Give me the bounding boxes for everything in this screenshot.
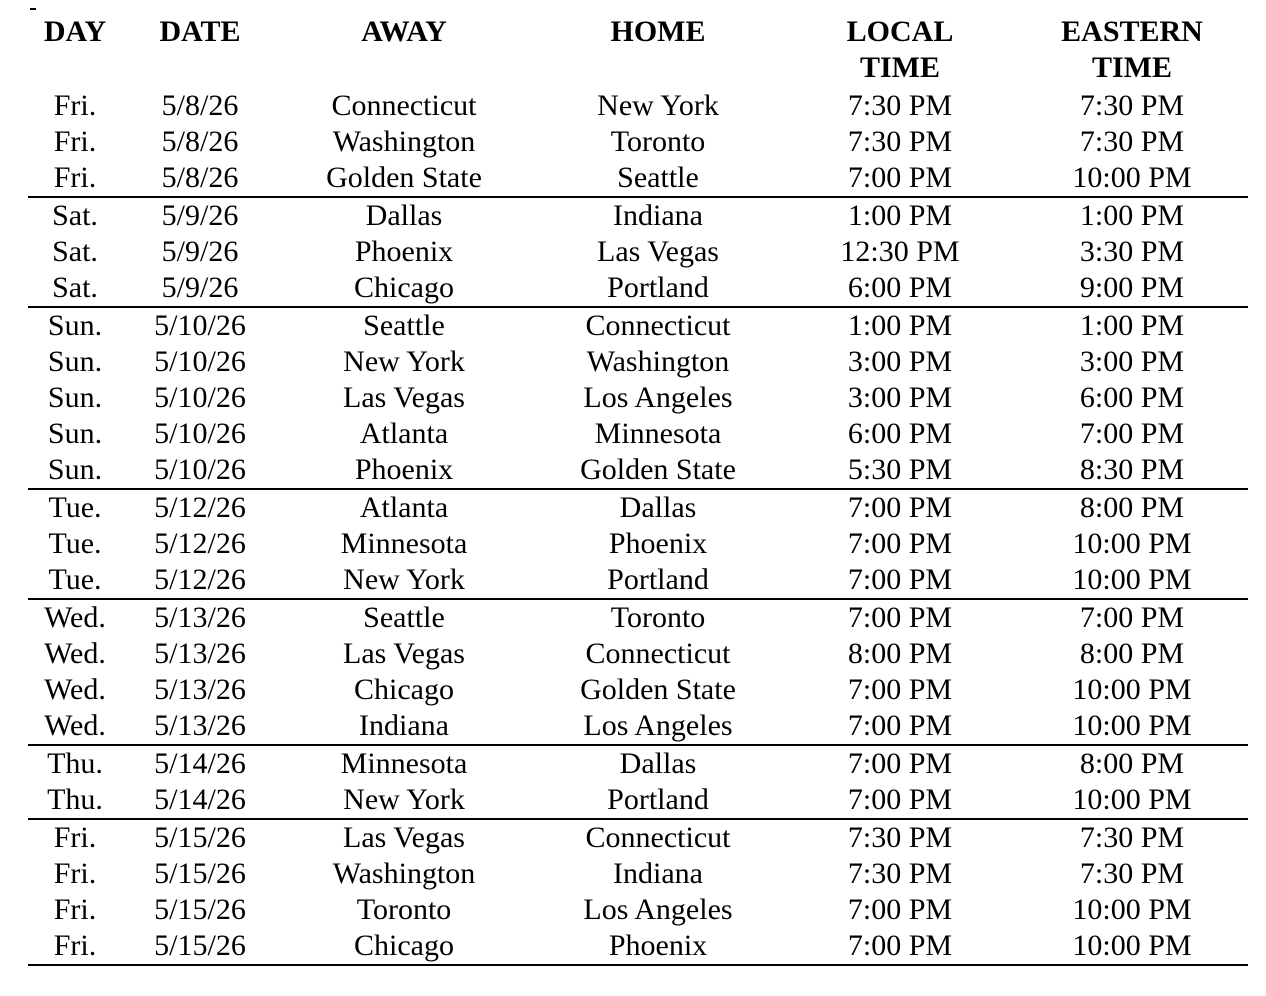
home-team-cell: Dallas [619, 747, 697, 780]
table-row [28, 198, 1248, 234]
away-team-cell: Seattle [363, 309, 445, 342]
local-time-cell: 7:00 PM [847, 491, 953, 524]
local-time-cell: 7:00 PM [847, 563, 953, 596]
date-cell: 5/10/26 [154, 309, 246, 342]
away-team-cell: Atlanta [359, 491, 449, 524]
local-time-cell: 1:00 PM [847, 309, 953, 342]
eastern-time-cell: 10:00 PM [1072, 563, 1192, 596]
away-team-cell: Las Vegas [343, 381, 465, 414]
home-team-cell: Dallas [619, 491, 697, 524]
away-team-cell: New York [343, 345, 465, 378]
date-cell: 5/12/26 [154, 563, 246, 596]
day-cell: Wed. [44, 637, 106, 670]
day-cell: Sat. [52, 199, 98, 232]
away-team-cell: Toronto [356, 893, 452, 926]
table-row [28, 928, 1248, 964]
home-team-cell: Connecticut [585, 309, 731, 342]
header-day: DAY [43, 15, 107, 48]
away-team-cell: New York [343, 783, 465, 816]
away-team-cell: Connecticut [331, 89, 477, 122]
local-time-cell: 3:00 PM [847, 381, 953, 414]
local-time-cell: 6:00 PM [847, 417, 953, 450]
day-cell: Fri. [53, 857, 97, 890]
away-team-cell: Chicago [354, 271, 454, 304]
local-time-cell: 8:00 PM [847, 637, 953, 670]
day-cell: Fri. [53, 89, 97, 122]
home-team-cell: New York [597, 89, 719, 122]
table-row [28, 562, 1248, 598]
home-team-cell: Connecticut [585, 637, 731, 670]
table-row [28, 452, 1248, 488]
header-eastern-time: EASTERN TIME [1061, 15, 1203, 84]
away-team-cell: Las Vegas [343, 821, 465, 854]
eastern-time-cell: 7:30 PM [1079, 857, 1185, 890]
local-time-cell: 7:00 PM [847, 601, 953, 634]
eastern-time-cell: 7:00 PM [1079, 417, 1185, 450]
local-time-cell: 7:30 PM [847, 89, 953, 122]
away-team-cell: Dallas [365, 199, 443, 232]
table-row [28, 600, 1248, 636]
date-cell: 5/8/26 [161, 161, 239, 194]
home-team-cell: Phoenix [608, 929, 708, 962]
away-team-cell: New York [343, 563, 465, 596]
home-team-cell: Seattle [617, 161, 699, 194]
home-team-cell: Los Angeles [583, 893, 733, 926]
game-day-group [28, 820, 1248, 966]
game-day-group [28, 308, 1248, 490]
local-time-cell: 7:30 PM [847, 125, 953, 158]
day-cell: Sun. [47, 381, 103, 414]
table-row [28, 160, 1248, 196]
eastern-time-cell: 3:00 PM [1079, 345, 1185, 378]
home-team-cell: Golden State [580, 453, 736, 486]
game-day-group [28, 746, 1248, 820]
day-cell: Sun. [47, 345, 103, 378]
day-cell: Tue. [48, 491, 102, 524]
away-team-cell: Washington [332, 125, 476, 158]
table-row [28, 708, 1248, 744]
home-team-cell: Indiana [613, 857, 703, 890]
eastern-time-cell: 10:00 PM [1072, 783, 1192, 816]
eastern-time-cell: 3:30 PM [1079, 235, 1185, 268]
date-cell: 5/10/26 [154, 345, 246, 378]
date-cell: 5/14/26 [154, 747, 246, 780]
eastern-time-cell: 8:30 PM [1079, 453, 1185, 486]
eastern-time-cell: 1:00 PM [1079, 309, 1185, 342]
date-cell: 5/15/26 [154, 857, 246, 890]
date-cell: 5/13/26 [154, 709, 246, 742]
day-cell: Fri. [53, 125, 97, 158]
day-cell: Fri. [53, 161, 97, 194]
away-team-cell: Seattle [363, 601, 445, 634]
table-row [28, 782, 1248, 818]
date-cell: 5/13/26 [154, 673, 246, 706]
date-cell: 5/8/26 [161, 125, 239, 158]
away-team-cell: Chicago [354, 929, 454, 962]
day-cell: Sun. [47, 453, 103, 486]
away-team-cell: Golden State [326, 161, 482, 194]
date-cell: 5/10/26 [154, 381, 246, 414]
date-cell: 5/15/26 [154, 893, 246, 926]
local-time-cell: 7:00 PM [847, 709, 953, 742]
away-team-cell: Chicago [354, 673, 454, 706]
home-team-cell: Indiana [613, 199, 703, 232]
local-time-cell: 7:30 PM [847, 857, 953, 890]
eastern-time-cell: 10:00 PM [1072, 673, 1192, 706]
home-team-cell: Portland [607, 563, 709, 596]
date-cell: 5/9/26 [161, 235, 239, 268]
local-time-cell: 12:30 PM [840, 235, 960, 268]
game-day-group [28, 600, 1248, 746]
local-time-cell: 1:00 PM [847, 199, 953, 232]
game-day-group [28, 88, 1248, 198]
eastern-time-cell: 6:00 PM [1079, 381, 1185, 414]
date-cell: 5/10/26 [154, 453, 246, 486]
table-row [28, 234, 1248, 270]
table-row [28, 526, 1248, 562]
away-team-cell: Minnesota [340, 527, 468, 560]
table-row [28, 88, 1248, 124]
day-cell: Fri. [53, 893, 97, 926]
eastern-time-cell: 10:00 PM [1072, 161, 1192, 194]
home-team-cell: Los Angeles [583, 709, 733, 742]
date-cell: 5/15/26 [154, 929, 246, 962]
date-cell: 5/15/26 [154, 821, 246, 854]
table-row [28, 636, 1248, 672]
table-row [28, 746, 1248, 782]
away-team-cell: Indiana [359, 709, 449, 742]
away-team-cell: Washington [332, 857, 476, 890]
date-cell: 5/9/26 [161, 199, 239, 232]
day-cell: Wed. [44, 673, 106, 706]
local-time-cell: 7:00 PM [847, 527, 953, 560]
game-day-group [28, 490, 1248, 600]
away-team-cell: Phoenix [354, 453, 454, 486]
date-cell: 5/13/26 [154, 601, 246, 634]
local-time-cell: 7:00 PM [847, 783, 953, 816]
eastern-time-cell: 10:00 PM [1072, 929, 1192, 962]
local-time-cell: 7:00 PM [847, 747, 953, 780]
away-team-cell: Minnesota [340, 747, 468, 780]
eastern-time-cell: 8:00 PM [1079, 491, 1185, 524]
date-cell: 5/14/26 [154, 783, 246, 816]
local-time-cell: 5:30 PM [847, 453, 953, 486]
day-cell: Thu. [47, 783, 103, 816]
table-row [28, 380, 1248, 416]
day-cell: Wed. [44, 601, 106, 634]
eastern-time-cell: 9:00 PM [1079, 271, 1185, 304]
eastern-time-cell: 10:00 PM [1072, 527, 1192, 560]
day-cell: Tue. [48, 527, 102, 560]
home-team-cell: Portland [607, 783, 709, 816]
eastern-time-cell: 1:00 PM [1079, 199, 1185, 232]
home-team-cell: Toronto [610, 125, 706, 158]
local-time-cell: 7:00 PM [847, 893, 953, 926]
local-time-cell: 7:00 PM [847, 929, 953, 962]
home-team-cell: Minnesota [594, 417, 722, 450]
date-cell: 5/12/26 [154, 527, 246, 560]
day-cell: Wed. [44, 709, 106, 742]
table-row [28, 820, 1248, 856]
corner-mark [30, 8, 36, 10]
day-cell: Sun. [47, 417, 103, 450]
eastern-time-cell: 10:00 PM [1072, 893, 1192, 926]
day-cell: Fri. [53, 821, 97, 854]
local-time-cell: 7:00 PM [847, 673, 953, 706]
eastern-time-cell: 7:30 PM [1079, 89, 1185, 122]
eastern-time-cell: 7:00 PM [1079, 601, 1185, 634]
local-time-cell: 7:30 PM [847, 821, 953, 854]
local-time-cell: 7:00 PM [847, 161, 953, 194]
game-day-group [28, 198, 1248, 308]
day-cell: Sun. [47, 309, 103, 342]
eastern-time-cell: 7:30 PM [1079, 821, 1185, 854]
eastern-time-cell: 8:00 PM [1079, 747, 1185, 780]
table-row [28, 416, 1248, 452]
date-cell: 5/8/26 [161, 89, 239, 122]
table-row [28, 270, 1248, 306]
date-cell: 5/12/26 [154, 491, 246, 524]
home-team-cell: Las Vegas [597, 235, 719, 268]
schedule-body [28, 88, 1248, 966]
header-date: DATE [159, 15, 241, 48]
day-cell: Tue. [48, 563, 102, 596]
table-row [28, 344, 1248, 380]
table-row [28, 856, 1248, 892]
eastern-time-cell: 8:00 PM [1079, 637, 1185, 670]
away-team-cell: Las Vegas [343, 637, 465, 670]
header-local-time: LOCAL TIME [846, 15, 954, 84]
home-team-cell: Phoenix [608, 527, 708, 560]
local-time-cell: 6:00 PM [847, 271, 953, 304]
home-team-cell: Connecticut [585, 821, 731, 854]
home-team-cell: Washington [586, 345, 730, 378]
day-cell: Sat. [52, 271, 98, 304]
table-row [28, 672, 1248, 708]
local-time-cell: 3:00 PM [847, 345, 953, 378]
schedule-table [28, 14, 1248, 966]
table-row [28, 124, 1248, 160]
away-team-cell: Atlanta [359, 417, 449, 450]
header-home: HOME [610, 15, 706, 48]
eastern-time-cell: 7:30 PM [1079, 125, 1185, 158]
home-team-cell: Los Angeles [583, 381, 733, 414]
day-cell: Sat. [52, 235, 98, 268]
day-cell: Thu. [47, 747, 103, 780]
table-row [28, 892, 1248, 928]
home-team-cell: Toronto [610, 601, 706, 634]
table-row [28, 308, 1248, 344]
date-cell: 5/9/26 [161, 271, 239, 304]
eastern-time-cell: 10:00 PM [1072, 709, 1192, 742]
date-cell: 5/10/26 [154, 417, 246, 450]
date-cell: 5/13/26 [154, 637, 246, 670]
home-team-cell: Portland [607, 271, 709, 304]
header-away: AWAY [361, 15, 447, 48]
home-team-cell: Golden State [580, 673, 736, 706]
away-team-cell: Phoenix [354, 235, 454, 268]
day-cell: Fri. [53, 929, 97, 962]
table-row [28, 490, 1248, 526]
header-row [28, 14, 1248, 88]
